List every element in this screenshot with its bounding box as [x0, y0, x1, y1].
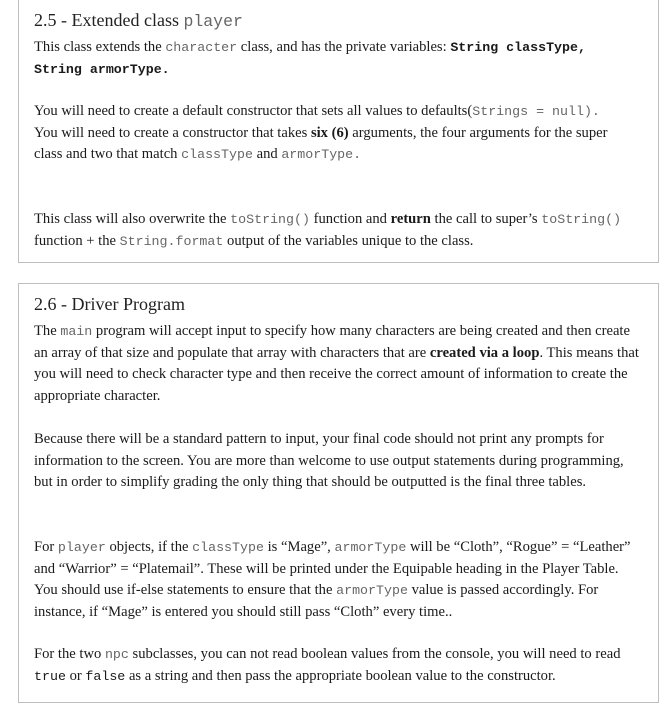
code-classtype-2: classType: [192, 540, 264, 555]
code-armortype-2: armorType: [334, 540, 407, 555]
code-strings-null: Strings = null).: [472, 104, 600, 119]
paragraph-tostring: This class will also overwrite the toString() function and return the call to super’s toString() function + the String.format output of the variables unique to the class.: [34, 211, 622, 249]
code-true: true: [34, 668, 66, 684]
code-classtype: classType: [181, 147, 253, 162]
paragraph-main-program: The main program will accept input to specify how many characters are being created and then create an array of that size and populate that array with characters that are created via a loop. This means that you will need to check character type and then receive the correct amount of information to create the appropriate character.: [34, 323, 639, 404]
code-character: character: [165, 40, 238, 55]
paragraph-npc-subclasses: For the two npc subclasses, you can not read boolean values from the console, you will need to read true or false as a string and then pass the appropriate boolean value to the constructor.: [34, 646, 621, 684]
code-tostring-2: toString(): [541, 212, 622, 227]
code-armortype: armorType.: [281, 147, 362, 162]
paragraph-player-objects: For player objects, if the classType is “Mage”, armorType will be “Cloth”, “Rogue” = “Leather” and “Warrior” = “Platemail”. These will be printed under the Equipable heading in the Player Table. You should use if-else statements to ensure that the armorType value is passed accordingly. For instance, if “Mage” is entered you should still pass “Cloth” every time..: [34, 539, 631, 620]
code-private-vars: String classType, String armorType.: [34, 40, 586, 77]
code-string-format: String.format: [119, 233, 224, 249]
code-tostring: toString(): [230, 212, 310, 227]
paragraph-constructors: You will need to create a default constructor that sets all values to defaults(Strings = null). You will need to create a constructor that takes six (6) arguments, the four arguments for the super class and two that match classType and armorType.: [34, 103, 608, 162]
paragraph-standard-pattern: Because there will be a standard pattern to input, your final code should not print any prompts for information to the screen. You are more than welcome to use output statements during programming, but in order to simplify grading the only thing that should be outputted is the final three tables.: [34, 431, 624, 490]
code-main: main: [60, 324, 93, 339]
paragraph-extends: This class extends the character class, and has the private variables: String classType, String armorType.: [34, 39, 586, 77]
code-false: false: [85, 668, 126, 684]
heading-2-5: 2.5 - Extended class player: [34, 10, 243, 31]
code-npc: npc: [104, 647, 129, 662]
code-armortype-3: armorType: [336, 583, 408, 598]
heading-2-6: 2.6 - Driver Program: [34, 294, 185, 314]
heading-code-player: player: [183, 12, 243, 31]
code-player: player: [57, 540, 106, 555]
